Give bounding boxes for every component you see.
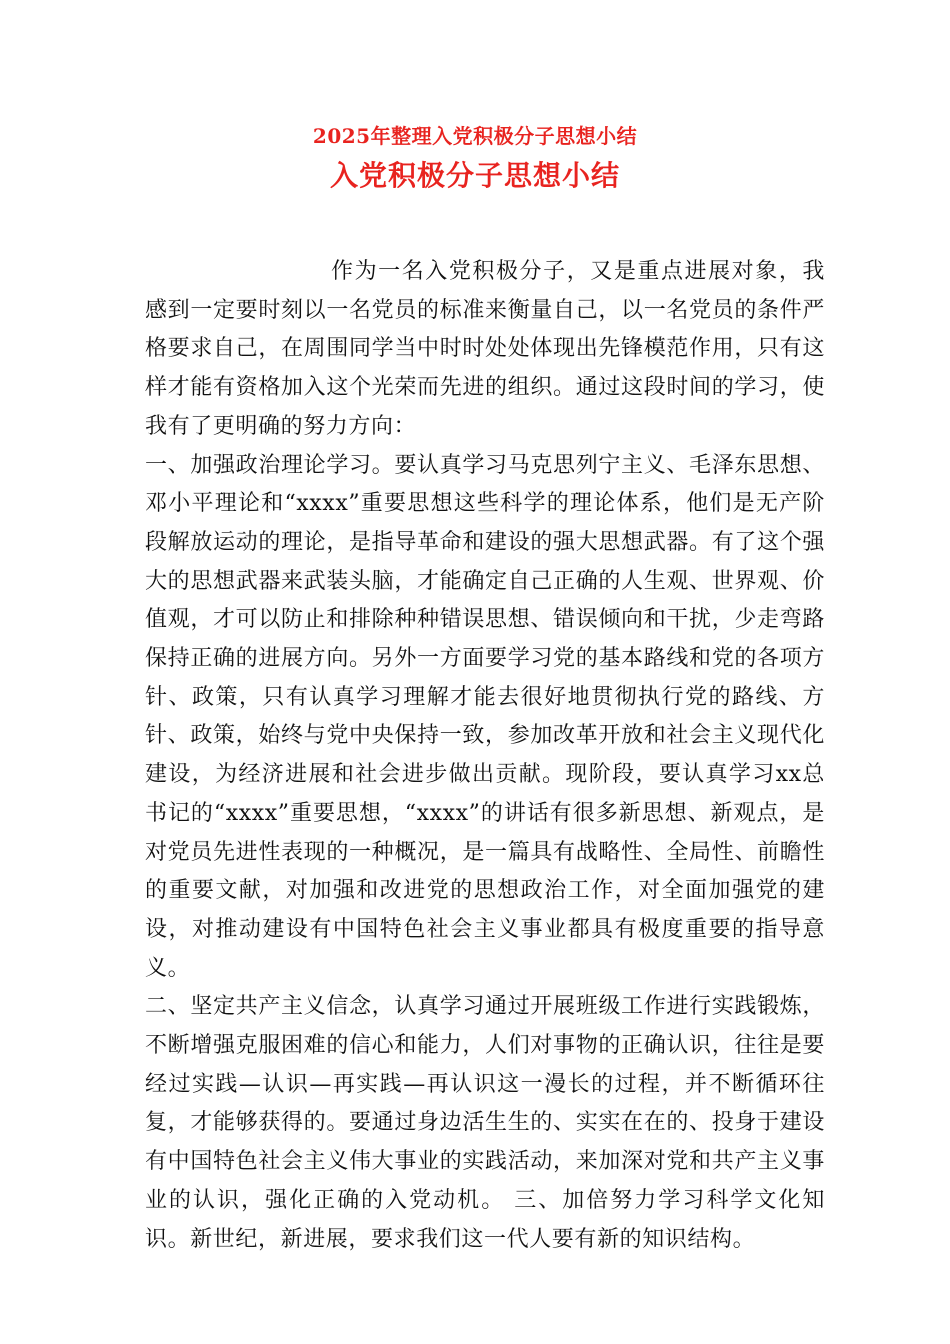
document-main-title: 入党积极分子思想小结	[329, 159, 620, 192]
document-body	[145, 253, 825, 1259]
body-paragraph-section-two: 二、坚定共产主义信念，认真学习通过开展班级工作进行实践锻炼，不断增强克服困难的信心和能力，人们对事物的正确认识，往往是要经过实践—认识—再实践—再认识这一漫长的过程，并不断循环往复，才能够获得的。要通过身边活生生的、实实在在的、投身于建设有中国特色社会主义伟大事业的实践活动，来加深对党和共产主义事业的认识，强化正确的入党动机。 三、加倍努力学习科学文化知识。新世纪，新进展，要求我们这一代人要有新的知识结构。	[145, 994, 825, 1252]
document-header-title: 2025年整理入党积极分子思想小结	[312, 124, 638, 148]
body-paragraph-intro: 作为一名入党积极分子，又是重点进展对象，我感到一定要时刻以一名党员的标准来衡量自己，以一名党员的条件严格要求自己，在周围同学当中时时处处体现出先锋模范作用，只有这样才能有资格加入这个光荣而先进的组织。通过这段时间的学习，使我有了更明确的努力方向：	[145, 259, 825, 439]
body-paragraph-section-one: 一、加强政治理论学习。要认真学习马克思列宁主义、毛泽东思想、邓小平理论和“xxxx”重要思想这些科学的理论体系，他们是无产阶段解放运动的理论，是指导革命和建设的强大思想武器。有了这个强大的思想武器来武装头脑，才能确定自己正确的人生观、世界观、价值观，才可以防止和排除种种错误思想、错误倾向和干扰，少走弯路保持正确的进展方向。另外一方面要学习党的基本路线和党的各项方针、政策，只有认真学习理解才能去很好地贯彻执行党的路线、方针、政策，始终与党中央保持一致，参加改革开放和社会主义现代化建设，为经济进展和社会进步做出贡献。现阶段，要认真学习xx总书记的“xxxx”重要思想，“xxxx”的讲话有很多新思想、新观点，是对党员先进性表现的一种概况，是一篇具有战略性、全局性、前瞻性的重要文献，对加强和改进党的思想政治工作，对全面加强党的建设，对推动建设有中国特色社会主义事业都具有极度重要的指导意义。	[145, 452, 825, 981]
